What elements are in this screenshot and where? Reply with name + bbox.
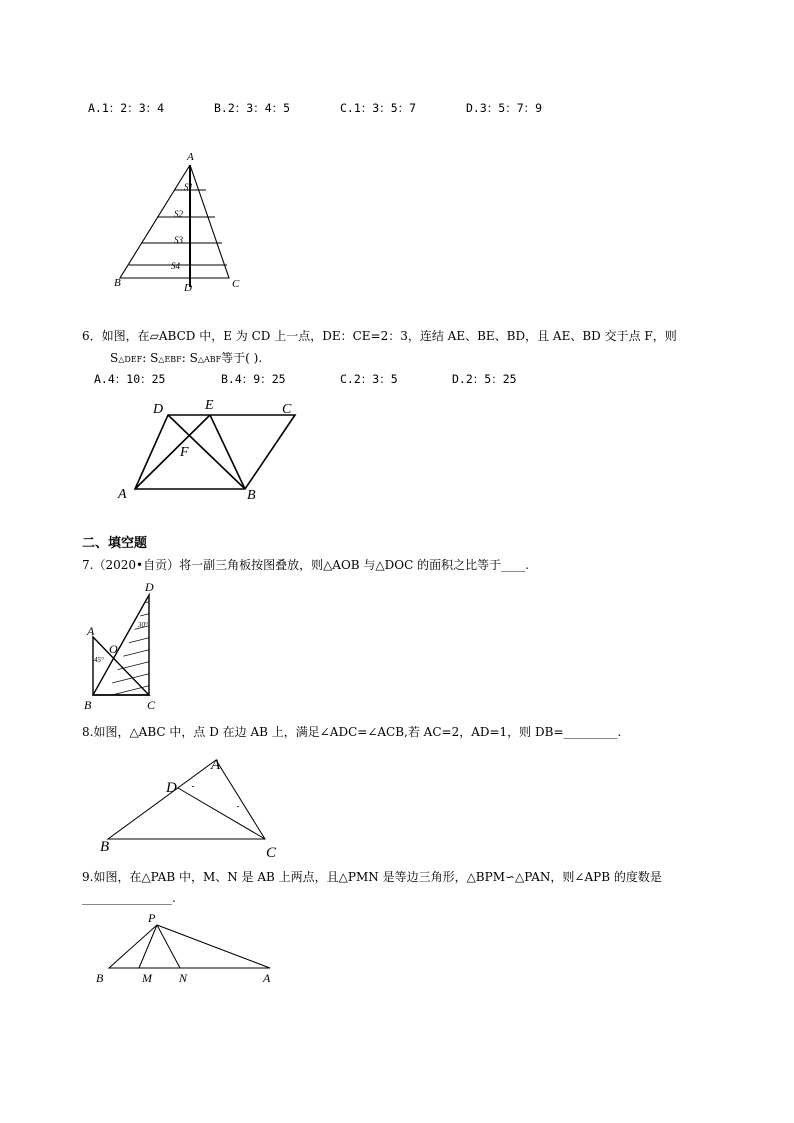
q6-label-e: E bbox=[205, 398, 214, 413]
q6-option-a: A.4：10：25 bbox=[94, 372, 166, 386]
q8-label-b: B bbox=[100, 839, 110, 855]
q8-label-c: C bbox=[266, 845, 277, 861]
q8-triangle-figure bbox=[98, 750, 298, 860]
q8-label-d: D bbox=[166, 780, 177, 796]
q6-label-d: D bbox=[153, 402, 164, 417]
q6-label-b: B bbox=[247, 488, 256, 503]
q9-label-a: A bbox=[263, 971, 271, 985]
q6-stem-line1: 6．如图，在▱ABCD 中，E 为 CD 上一点，DE：CE=2：3，连结 AE、BE、BD，且 AE、BD 交于点 F，则 bbox=[82, 329, 677, 343]
q5-area-s2: S2 bbox=[174, 209, 183, 219]
q6-s-prefix-3: S bbox=[189, 351, 198, 365]
q5-area-s3: S3 bbox=[174, 235, 183, 245]
q7-label-c: C bbox=[147, 698, 156, 712]
q5-label-c: C bbox=[232, 278, 240, 290]
q6-s-prefix-2: S bbox=[150, 351, 159, 365]
q7-label-a: A bbox=[87, 624, 95, 638]
q5-option-b: B.2：3：4：5 bbox=[214, 101, 291, 115]
q6-ratio-term-2: △EBF bbox=[158, 355, 182, 364]
q6-stem-suffix: 等于( ). bbox=[221, 351, 263, 365]
q9-label-n: N bbox=[179, 971, 188, 985]
q7-triangles-figure bbox=[84, 578, 174, 713]
q6-parallelogram-figure bbox=[110, 395, 310, 510]
q6-label-c: C bbox=[282, 402, 292, 417]
q7-text: 7.（2020•自贡）将一副三角板按图叠放，则△AOB 与△DOC 的面积之比等于____. bbox=[82, 558, 529, 572]
q5-option-d: D.3：5：7：9 bbox=[466, 101, 543, 115]
q5-triangle-figure bbox=[110, 145, 250, 295]
q5-option-c: C.1：3：5：7 bbox=[340, 101, 417, 115]
q9-triangle-figure bbox=[92, 908, 282, 988]
q7-label-o: O bbox=[109, 642, 118, 656]
q6-option-c: C.2：3：5 bbox=[340, 372, 398, 386]
q5-area-s1: S1 bbox=[184, 182, 193, 192]
q6-stem-line2: S△DEF: S△EBF: S△ABF等于( ). bbox=[110, 351, 263, 365]
q5-option-a: A.1：2：3：4 bbox=[88, 101, 165, 115]
q9-label-m: M bbox=[142, 971, 152, 985]
q7-label-d: D bbox=[145, 580, 154, 594]
q9-label-p: P bbox=[148, 911, 156, 925]
q6-label-f: F bbox=[180, 445, 189, 460]
q7-angle-30: 30° bbox=[138, 621, 148, 629]
q6-label-a: A bbox=[118, 487, 127, 502]
q5-area-s4: S4 bbox=[171, 261, 180, 271]
q6-ratio-term-1: △DEF bbox=[118, 355, 143, 364]
q6-s-prefix-1: S bbox=[110, 351, 119, 365]
q6-option-d: D.2：5：25 bbox=[452, 372, 517, 386]
q5-label-b: B bbox=[114, 277, 121, 289]
q5-label-a: A bbox=[187, 151, 194, 163]
q6-ratio-term-3: △ABF bbox=[197, 355, 222, 364]
q8-text: 8.如图，△ABC 中，点 D 在边 AB 上，满足∠ADC=∠ACB,若 AC=2，AD=1，则 DB=_________. bbox=[82, 725, 622, 739]
q9-label-b: B bbox=[96, 971, 104, 985]
q6-option-b: B.4：9：25 bbox=[221, 372, 286, 386]
q7-angle-45: 45° bbox=[94, 656, 104, 664]
q7-label-b: B bbox=[84, 698, 92, 712]
q8-label-a: A bbox=[211, 757, 221, 773]
q5-label-d: D bbox=[184, 282, 192, 294]
q9-answer-blank: _______________. bbox=[82, 891, 176, 905]
q9-text: 9.如图，在△PAB 中，M、N 是 AB 上两点，且△PMN 是等边三角形，△BPM∽△PAN，则∠APB 的度数是 bbox=[82, 870, 662, 884]
section-heading-fill-blank: 二、填空题 bbox=[82, 536, 148, 551]
